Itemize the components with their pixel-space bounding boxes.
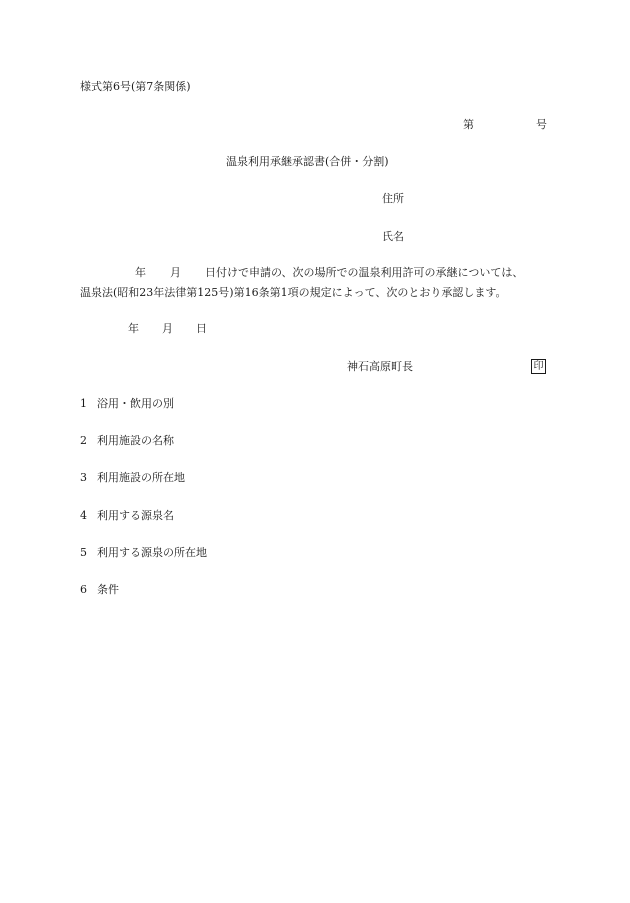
- item-number: 1: [80, 397, 87, 410]
- form-reference: 様式第6号(第7条関係): [80, 80, 191, 93]
- item-number: 6: [80, 583, 87, 596]
- name-label: 氏名: [382, 230, 404, 243]
- item-label: 利用する源泉名: [97, 509, 174, 522]
- number-prefix: 第: [463, 118, 474, 131]
- item-label: 条件: [97, 583, 119, 596]
- item-number: 3: [80, 471, 87, 484]
- list-item: [80, 472, 185, 483]
- list-item: [80, 547, 207, 558]
- issuer-title: 神石高原町長: [347, 360, 413, 373]
- approval-date: [128, 323, 207, 334]
- body-day-text: 日付けで申請の、次の場所での温泉利用許可の承継については、: [205, 266, 524, 279]
- address-label: 住所: [382, 192, 404, 205]
- date-day: 日: [196, 322, 207, 335]
- item-label: 利用する源泉の所在地: [97, 546, 207, 559]
- seal-stamp: 印: [531, 359, 546, 374]
- list-item: [80, 510, 174, 521]
- item-number: 5: [80, 546, 87, 559]
- list-item: [80, 584, 119, 595]
- item-number: 2: [80, 434, 87, 447]
- item-label: 利用施設の名称: [97, 434, 174, 447]
- list-item: [80, 398, 174, 409]
- item-label: 利用施設の所在地: [97, 471, 185, 484]
- list-item: [80, 435, 174, 446]
- document-title: 温泉利用承継承認書(合併・分割): [226, 155, 389, 168]
- body-year: 年: [135, 266, 146, 279]
- date-month: 月: [162, 322, 173, 335]
- body-line-2: 温泉法(昭和23年法律第125号)第16条第1項の規定によって、次のとおり承認します。: [80, 286, 507, 299]
- date-year: 年: [128, 322, 139, 335]
- body-month: 月: [170, 266, 181, 279]
- body-line-1: [135, 267, 523, 278]
- item-label: 浴用・飲用の別: [97, 397, 174, 410]
- number-suffix: 号: [536, 118, 547, 131]
- item-number: 4: [80, 509, 87, 522]
